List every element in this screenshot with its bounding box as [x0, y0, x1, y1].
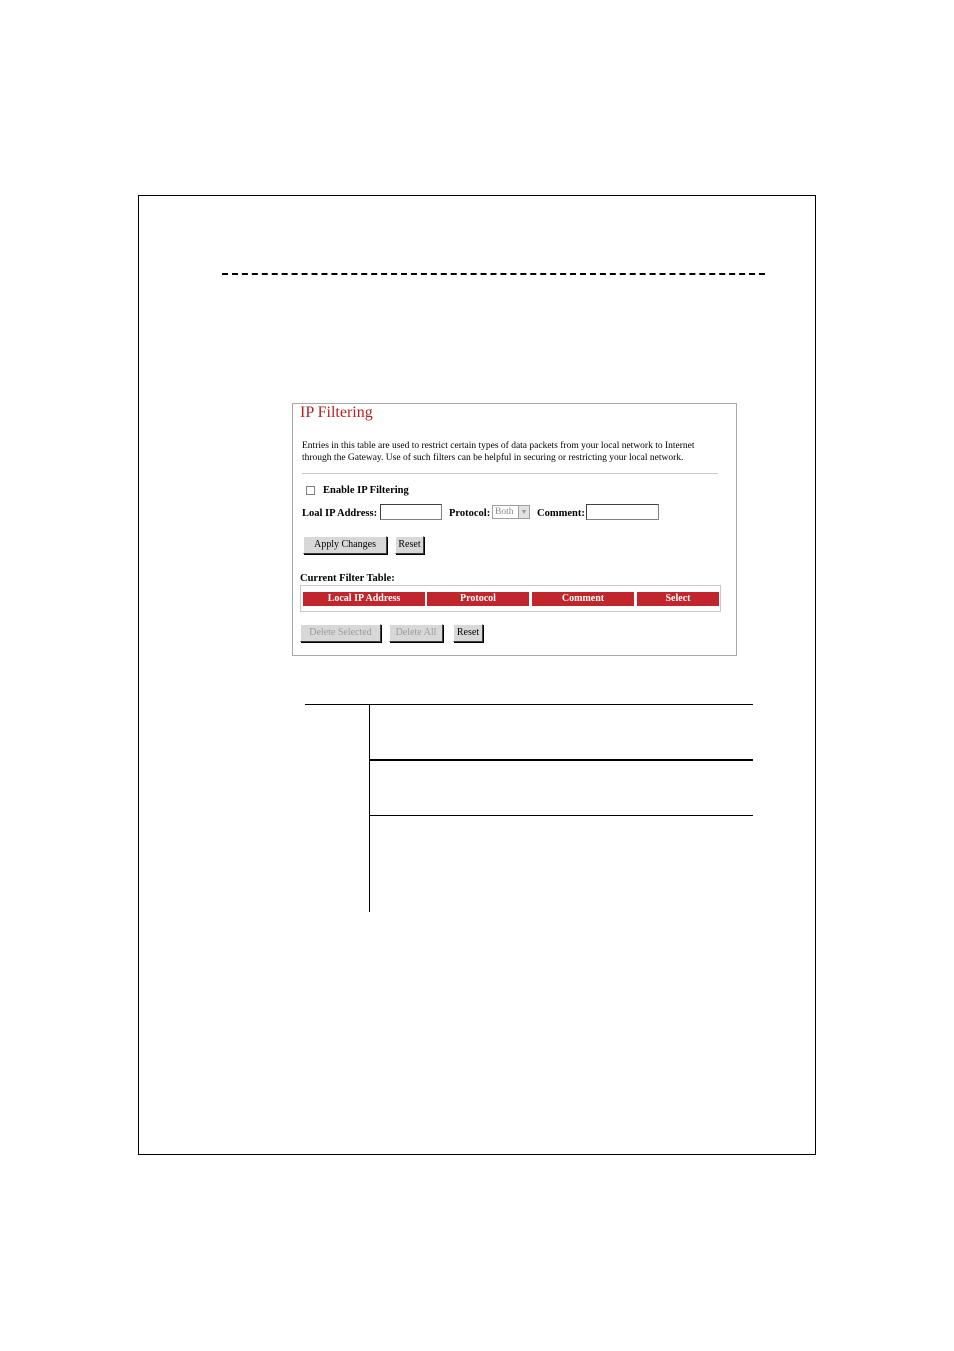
protocol-label: Protocol:: [449, 508, 491, 519]
protocol-selected-value: Both: [495, 507, 514, 517]
current-filter-table: [300, 585, 721, 612]
ip-filtering-screenshot: [292, 403, 737, 656]
local-ip-label: Loal IP Address:: [302, 508, 378, 519]
column-header-comment: Comment: [532, 592, 634, 606]
spec-table-row-rule: [369, 815, 753, 816]
spec-table-top-rule: [305, 704, 753, 705]
page-title: IP Filtering: [300, 404, 373, 421]
enable-row: [306, 485, 409, 496]
delete-selected-button[interactable]: Delete Selected: [300, 624, 381, 642]
local-ip-input[interactable]: [380, 504, 442, 520]
current-filter-table-caption: Current Filter Table:: [300, 573, 395, 584]
chevron-down-icon[interactable]: ▼: [518, 506, 529, 518]
delete-all-button[interactable]: Delete All: [389, 624, 443, 642]
column-header-protocol: Protocol: [427, 592, 529, 606]
divider: [302, 473, 718, 474]
comment-label: Comment:: [537, 508, 585, 519]
page-border: [138, 195, 816, 1155]
spec-table-column-divider: [369, 704, 370, 912]
column-header-local-ip: Local IP Address: [303, 592, 425, 606]
column-header-select: Select: [637, 592, 719, 606]
enable-ip-filtering-checkbox[interactable]: [306, 486, 315, 495]
apply-changes-button[interactable]: Apply Changes: [303, 536, 387, 554]
enable-ip-filtering-label: Enable IP Filtering: [323, 485, 409, 496]
comment-input[interactable]: [586, 504, 659, 520]
protocol-select[interactable]: [492, 505, 530, 519]
dashed-rule: [222, 273, 765, 275]
page-description: Entries in this table are used to restrict certain types of data packets from your local network to Internet through the Gateway. Use of such filters can be helpful in securing or restricting your local network.: [302, 441, 695, 463]
reset-table-button[interactable]: Reset: [453, 624, 483, 642]
reset-button[interactable]: Reset: [395, 536, 424, 554]
spec-table-row-rule: [369, 759, 753, 761]
